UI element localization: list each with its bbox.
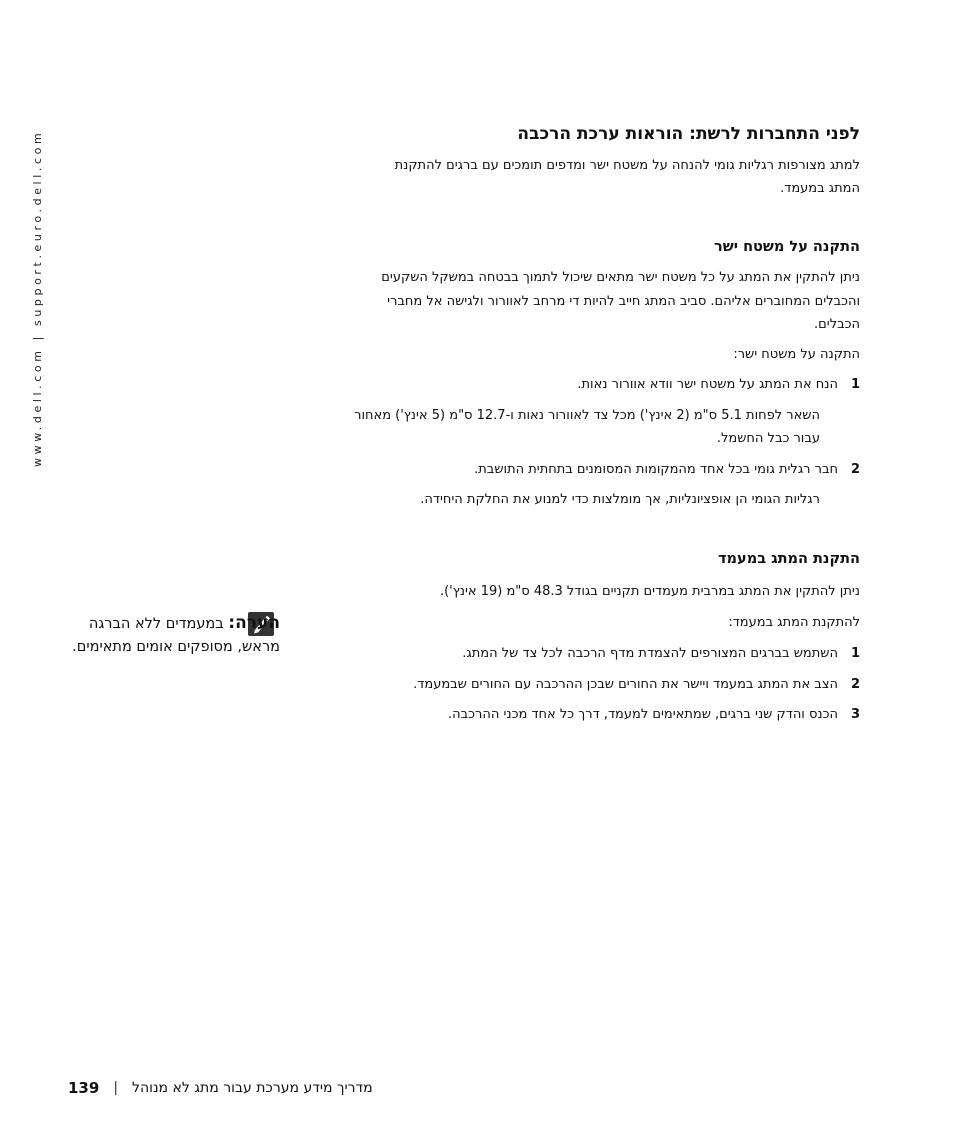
step-number: 2 (850, 462, 860, 477)
flat-lead: התקנה על משטח ישר: (733, 347, 860, 362)
page-number: 139 (68, 1079, 100, 1097)
section-title-rack: התקנת המתג במעמד (718, 551, 860, 567)
page-footer (68, 1078, 408, 1098)
page-title: לפני התחברות לרשת: הוראות ערכת הרכבה (517, 124, 860, 144)
flat-step-2 (300, 458, 860, 481)
rack-paragraph: ניתן להתקין את המתג במרבית מעמדים תקניים בגודל 48.3 ס"מ (19 אינץ'). (439, 584, 860, 599)
step-number: 3 (850, 707, 860, 722)
step-number: 2 (850, 677, 860, 692)
section-title-flat: התקנה על משטח ישר (714, 239, 860, 255)
sidebar-url: www.dell.com | support.euro.dell.com (31, 129, 44, 467)
step-text: הצב את המתג במעמד ויישר את החורים שבכן ההרכבה עם החורים שבמעמד. (413, 677, 838, 692)
footer-title: מדריך מידע מערכת עבור מתג לא מנוהל (132, 1080, 373, 1096)
flat-step-1-detail-line-2: עבור כבל החשמל. (716, 431, 820, 446)
step-text: חבר רגלית גומי בכל אחד מהמקומות המסומנים בתחתית התושבת. (474, 462, 838, 477)
flat-paragraph-line-2: והכבלים המחוברים אליהם. סביב המתג חייב להיות די מרחב לאוורור ולגישה אל מחברי (387, 294, 860, 309)
flat-step-2-detail: רגליות הגומי הן אופציונליות, אך מומלצות כדי למנוע את החלקת היחידה. (420, 492, 820, 507)
note-text: במעמדים ללא הברגה מראש, מסופקים אומים מתאימים. (72, 616, 280, 655)
step-text: השתמש בברגים המצורפים להצמדת מדף הרכבה לכל צד של המתג. (462, 646, 838, 661)
footer-separator: | (113, 1080, 119, 1096)
rack-step-3 (300, 703, 860, 726)
step-text: הנח את המתג על משטח ישר וודא אוורור נאות. (577, 377, 838, 392)
rack-lead: להתקנת המתג במעמד: (728, 615, 860, 630)
flat-paragraph-line-1: ניתן להתקין את המתג על כל משטח ישר מתאים שיכול לתמוך בבטחה במשקל השקעים (381, 270, 860, 285)
rack-step-1 (300, 642, 860, 665)
step-number: 1 (850, 646, 860, 661)
intro-line-1: למתג מצורפות רגליות גומי להנחה על משטח ישר ומדפים תומכים עם ברגים להתקנת (394, 158, 860, 173)
flat-paragraph-line-3: הכבלים. (814, 317, 860, 332)
rack-step-2 (300, 673, 860, 696)
note-box (70, 612, 280, 659)
flat-step-1 (300, 373, 860, 396)
step-text: הכנס והדק שני ברגים, שמתאימים למעמד, דרך כל אחד מכני ההרכבה. (448, 707, 838, 722)
intro-line-2: המתג במעמד. (780, 181, 860, 196)
flat-step-1-detail-line-1: השאר לפחות 5.1 ס"מ (2 אינץ') מכל צד לאוורור נאות ו-12.7 ס"מ (5 אינץ') מאחור (354, 408, 820, 423)
step-number: 1 (850, 377, 860, 392)
note-label: הערה: (228, 613, 280, 633)
